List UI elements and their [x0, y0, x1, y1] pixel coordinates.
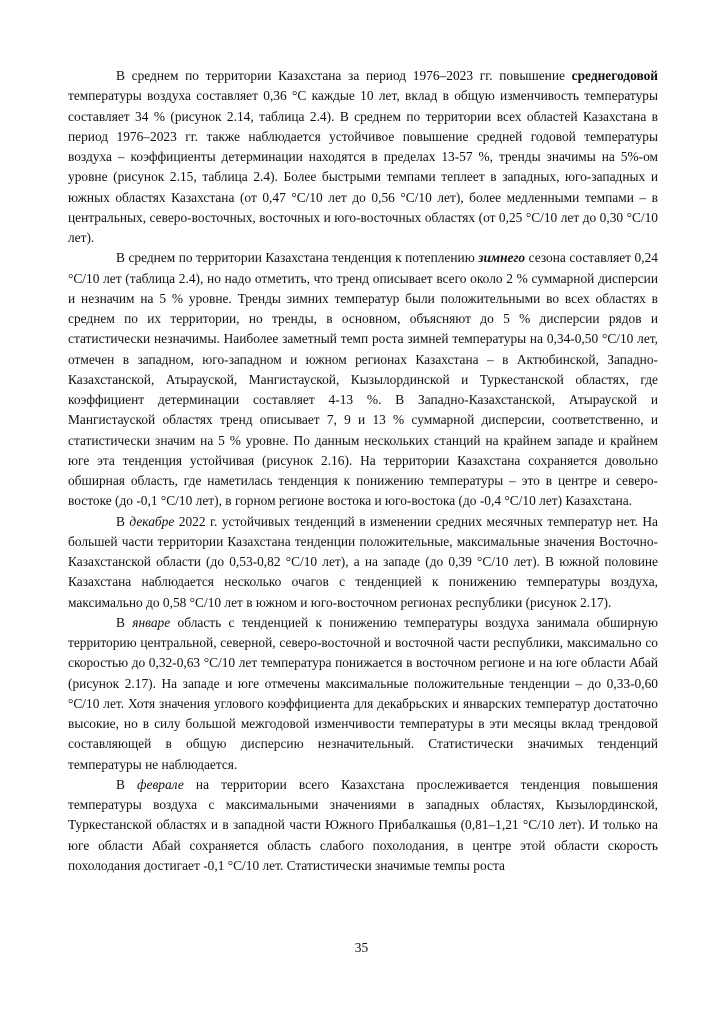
paragraph-december	[68, 512, 658, 613]
text-segment: сезона составляет 0,24 °С/10 лет (таблица 2.4), но надо отметить, что тренд описывает всего около 2 % суммарной дисперсии и незначим на 5 % уровне. Тренды зимних температур были положительными во всех областях в среднем по их территории, но тренды, в основном, объясняют до 5 % дисперсии рядов и статистически незначимы. Наиболее заметный темп роста зимней температуры на 0,34-0,50 °С/10 лет, отмечен в западном, юго-западном и южном регионах Казахстана – в Актюбинской, Западно-Казахстанской, Атырауской, Мангистауской, Кызылординской и Туркестанской областях, где коэффициент детерминации составляет 4-13 %. В Западно-Казахстанской, Атырауской и Мангистауской областях тренд описывает 7, 9 и 13 % суммарной дисперсии, соответственно, и статистически значим на 5 % уровне. По данным нескольких станций на крайнем западе и крайнем юге эта тенденция устойчивая (рисунок 2.16). На территории Казахстана сохраняется довольно обширная область, где наметилась тенденция к понижению температуры – это в центре и северо-востоке (до -0,1 °С/10 лет), в горном регионе востока и юго-востока (до -0,4 °С/10 лет) Казахстана.	[68, 250, 658, 509]
emphasis-january: январе	[132, 614, 171, 630]
emphasis-annual: среднегодовой	[571, 68, 658, 83]
page-number: 35	[354, 940, 369, 955]
paragraph-february	[68, 775, 658, 876]
text-segment: 2022 г. устойчивых тенденций в изменении средних месячных температур нет. На большей части территории Казахстана тенденции положительные, максимальные значения Восточно-Казахстанской области (до 0,53-0,82 °С/10 лет), а на западе (до 0,39 °С/10 лет). В южной половине Казахстана наблюдается несколько очагов с тенденцией к понижению температуры воздуха, максимально до 0,58 °С/10 лет в южном и юго-восточном регионах республики (рисунок 2.17).	[68, 513, 658, 610]
emphasis-winter: зимнего	[478, 250, 526, 266]
paragraph-january	[68, 613, 658, 775]
emphasis-february: феврале	[137, 776, 184, 792]
text-segment: В среднем по территории Казахстана за период 1976–2023 гг. повышение	[116, 68, 572, 83]
emphasis-december: декабре	[129, 513, 175, 529]
paragraph-annual-temperature	[68, 66, 658, 248]
body-text	[68, 66, 658, 876]
text-segment: температуры воздуха составляет 0,36 °С каждые 10 лет, вклад в общую изменчивость температуры составляет 34 % (рисунок 2.14, таблица 2.4). В среднем по территории всех областей Казахстана в период 1976–2023 гг. также наблюдается устойчивое повышение средней годовой температуры воздуха – коэффициенты детерминации находятся в пределах 13-57 %, тренды значимы на 5%-ом уровне (рисунок 2.15, таблица 2.4). Более быстрыми темпами теплеет в западных, юго-западных и южных областях Казахстана (от 0,47 °С/10 лет до 0,56 °С/10 лет), более медленными темпами – в центральных, северо-восточных, восточных и юго-восточных областях (от 0,25 °С/10 лет до 0,30 °С/10 лет).	[68, 88, 658, 245]
text-segment: В	[116, 513, 130, 529]
text-segment: В среднем по территории Казахстана тенденция к потеплению	[116, 250, 479, 266]
paragraph-winter-season	[68, 248, 658, 511]
text-segment: В	[116, 614, 133, 630]
text-segment: В	[116, 776, 138, 792]
text-segment: область с тенденцией к понижению температуры воздуха занимала обширную территорию центральной, северной, северо-восточной и восточной части республики, максимально со скоростью до 0,32-0,63 °С/10 лет температура понижается в восточном регионе и на юге области Абай (рисунок 2.17). На западе и юге отмечены максимальные положительные тенденции – до 0,33-0,60 °С/10 лет. Хотя значения углового коэффициента для декабрьских и январских температур достаточно высокие, но в силу большой межгодовой изменчивости температуры в эти месяцы вклад трендовой составляющей в общую дисперсию незначительный. Статистически значимых тенденций температуры не наблюдается.	[68, 614, 659, 772]
text-segment: на территории всего Казахстана прослеживается тенденция повышения температуры воздуха с максимальными значениями в западных областях, Кызылординской, Туркестанской областях и в западной части Южного Прибалкашья (0,81–1,21 °С/10 лет). И только на юге области Абай сохраняется область слабого похолодания, в центре этой области скорость похолодания достигает -0,1 °С/10 лет. Статистически значимые темпы роста	[68, 776, 659, 873]
